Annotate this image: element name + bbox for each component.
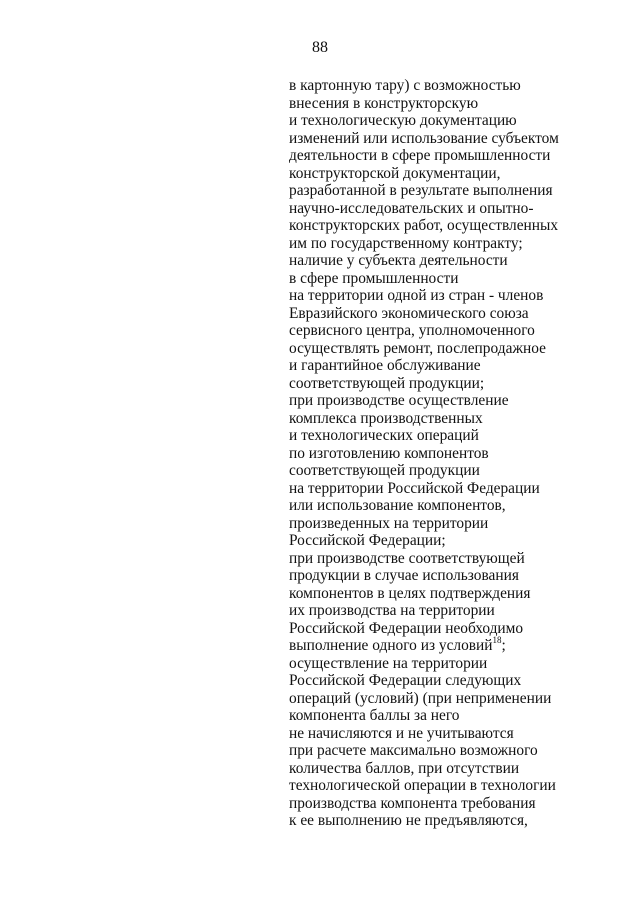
text-line: на территории одной из стран - членов — [289, 287, 544, 304]
text-line: произведенных на территории — [289, 514, 489, 532]
text-line: компонента баллы за него — [289, 707, 460, 724]
text-line: Евразийского экономического союза — [289, 304, 529, 322]
text-line: и гарантийное обслуживание — [289, 357, 481, 374]
text-line-with-footnote — [289, 634, 634, 655]
text-line: Российской Федерации необходимо — [289, 619, 524, 637]
text-line: или использование компонентов, — [289, 497, 506, 514]
text-line: конструкторской документации, — [289, 164, 501, 182]
text-line: продукции в случае использования — [289, 567, 519, 584]
text-line: соответствующей продукции — [289, 462, 480, 479]
text-line: при производстве соответствующей — [289, 549, 525, 567]
text-line: производства компонента требования — [289, 794, 536, 812]
text-line: изменений или использование субъектом — [289, 129, 559, 147]
text-line: и технологических операций — [289, 427, 479, 444]
footnote-line-text: выполнение одного из условий — [289, 637, 493, 654]
footnote-line-punctuation: ; — [501, 637, 506, 654]
text-line: комплекса производственных — [289, 409, 483, 427]
text-line: внесения в конструкторскую — [289, 94, 479, 112]
text-line: по изготовлению компонентов — [289, 444, 489, 462]
text-line: при расчете максимально возможного — [289, 742, 538, 759]
text-line: научно-исследовательских и опытно- — [289, 199, 534, 217]
text-line: наличие у субъекта деятельности — [289, 252, 508, 269]
text-line: при производстве осуществление — [289, 392, 509, 409]
text-line: операций (условий) (при неприменении — [289, 689, 552, 707]
text-line: в сфере промышленности — [289, 269, 459, 287]
text-line: Российской Федерации; — [289, 532, 446, 549]
text-line: и технологическую документацию — [289, 112, 517, 129]
text-line: им по государственному контракту; — [289, 234, 523, 252]
page-number: 88 — [312, 39, 328, 56]
footnote-reference: 18 — [492, 634, 502, 645]
text-column — [289, 77, 634, 830]
text-line: Российской Федерации следующих — [289, 672, 522, 689]
text-line: количества баллов, при отсутствии — [289, 759, 520, 777]
text-line: соответствующей продукции; — [289, 374, 485, 392]
text-line: сервисного центра, уполномоченного — [289, 322, 535, 339]
text-line: деятельности в сфере промышленности — [289, 147, 551, 164]
text-line: конструкторских работ, осуществленных — [289, 217, 559, 234]
text-line: разработанной в результате выполнения — [289, 182, 553, 199]
text-line: осуществление на территории — [289, 654, 488, 672]
text-line: к ее выполнению не предъявляются, — [289, 812, 528, 829]
text-line: их производства на территории — [289, 602, 495, 619]
text-line: не начисляются и не учитываются — [289, 724, 514, 742]
text-line: на территории Российской Федерации — [289, 479, 540, 497]
text-line: в картонную тару) с возможностью — [289, 77, 521, 94]
text-line: компонентов в целях подтверждения — [289, 584, 531, 602]
text-line: осуществлять ремонт, послепродажное — [289, 339, 546, 357]
text-line: технологической операции в технологии — [289, 777, 556, 794]
